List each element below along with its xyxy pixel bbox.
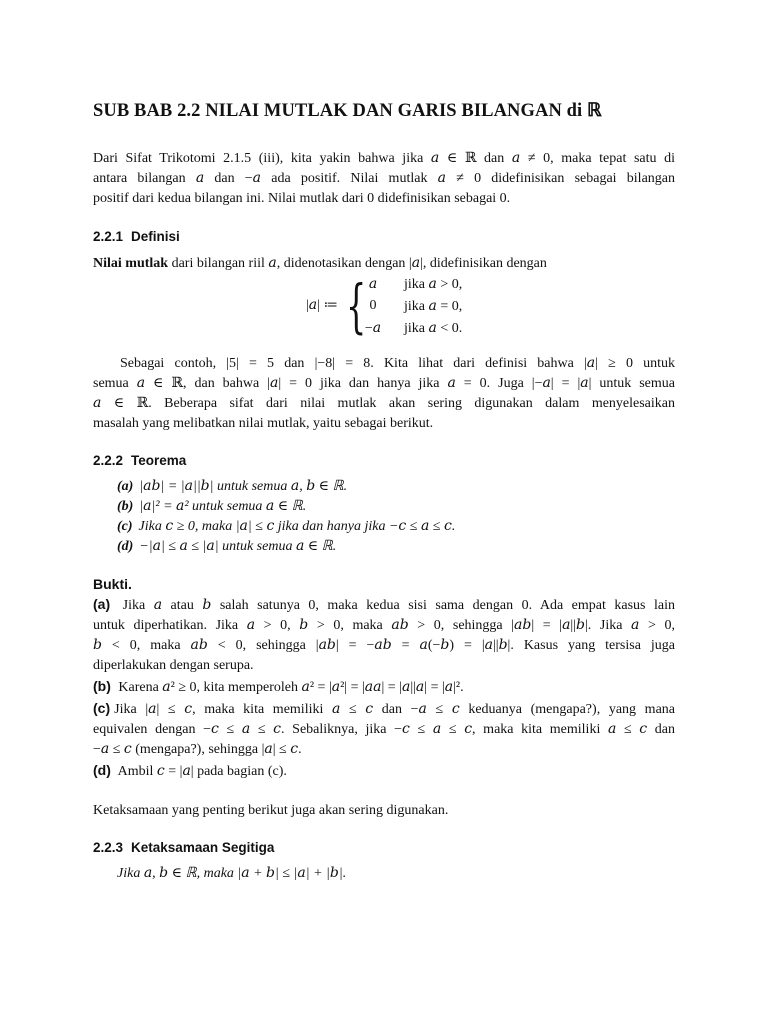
proof-label: (a): [93, 596, 111, 612]
proof-line: 𝑏 < 0, maka 𝑎𝑏 < 0, sehingga |𝑎𝑏| = −𝑎𝑏 = 𝑎(−𝑏) = |𝑎||𝑏|. Kasus yang tersisa juga: [93, 638, 675, 653]
triangle-inequality-statement: Jika 𝑎, 𝑏 ∈ ℝ, maka |𝑎 + 𝑏| ≤ |𝑎| + |𝑏|.: [117, 866, 347, 881]
proof-line: [93, 594, 675, 616]
proof-line: untuk diperhatikan. Jika 𝑎 > 0, 𝑏 > 0, maka 𝑎𝑏 > 0, sehingga |𝑎𝑏| = |𝑎||𝑏|. Jika 𝑎 > 0,: [93, 618, 675, 633]
case-condition: jika 𝑎 = 0,: [404, 299, 463, 314]
proof-line: equivalen dengan −𝑐 ≤ 𝑎 ≤ 𝑐. Sebaliknya, jika −𝑐 ≤ 𝑎 ≤ 𝑐, maka kita memiliki 𝑎 ≤ 𝑐 dan: [93, 722, 675, 737]
example-line: semua 𝑎 ∈ ℝ, dan bahwa |𝑎| = 0 jika dan hanya jika 𝑎 = 0. Juga |−𝑎| = |𝑎| untuk semua: [93, 376, 675, 391]
example-line: masalah yang melibatkan nilai mutlak, yaitu sebagai berikut.: [93, 416, 434, 431]
section-title: Ketaksamaan Segitiga: [131, 840, 275, 855]
section-heading-ketaksamaan-segitiga: [93, 840, 675, 855]
proof-text: Ambil 𝑐 = |𝑎| pada bagian (c).: [117, 764, 287, 779]
case-value: 𝑎: [368, 277, 378, 292]
proof-label: (c): [93, 700, 111, 716]
section-number: 2.2.1: [93, 229, 124, 244]
theorem-label: (c): [117, 519, 133, 534]
document-page: [93, 100, 675, 884]
intro-line: positif dari kedua bilangan ini. Nilai mutlak dari 0 didefinisikan sebagai 0.: [93, 191, 511, 206]
intro-paragraph: [93, 149, 675, 209]
example-paragraph: [93, 354, 675, 434]
proof-text: Jika 𝑎 atau 𝑏 salah satunya 0, maka kedua sisi sama dengan 0. Ada empat kasus lain: [122, 598, 676, 613]
theorem-label: (d): [117, 539, 134, 554]
definition-rest: dari bilangan riil 𝑎, didenotasikan dengan |𝑎|, didefinisikan dengan: [168, 256, 547, 271]
theorem-text: |𝑎|² = 𝑎² untuk semua 𝑎 ∈ ℝ.: [139, 499, 307, 514]
intro-line: Dari Sifat Trikotomi 2.1.5 (iii), kita yakin bahwa jika 𝑎 ∈ ℝ dan 𝑎 ≠ 0, maka tepat satu di: [93, 151, 675, 166]
theorem-text: Jika 𝑐 ≥ 0, maka |𝑎| ≤ 𝑐 jika dan hanya jika −𝑐 ≤ 𝑎 ≤ 𝑐.: [138, 519, 456, 534]
section-number: 2.2.3: [93, 840, 124, 855]
proof-text: Karena 𝑎² ≥ 0, kita memperoleh 𝑎² = |𝑎²| = |𝑎𝑎| = |𝑎||𝑎| = |𝑎|².: [118, 680, 464, 695]
proof-label: (d): [93, 762, 111, 778]
section-title: Definisi: [131, 229, 180, 244]
page-title: SUB BAB 2.2 NILAI MUTLAK DAN GARIS BILANGAN di ℝ: [93, 101, 602, 121]
proof-line: −𝑎 ≤ 𝑐 (mengapa?), sehingga |𝑎| ≤ 𝑐.: [93, 742, 302, 757]
theorem-text: |𝑎𝑏| = |𝑎||𝑏| untuk semua 𝑎, 𝑏 ∈ ℝ.: [139, 479, 348, 494]
theorem-label: (b): [117, 499, 134, 514]
definition-term: Nilai mutlak: [93, 256, 169, 271]
theorem-text: −|𝑎| ≤ 𝑎 ≤ |𝑎| untuk semua 𝑎 ∈ ℝ.: [139, 539, 337, 554]
section-number: 2.2.2: [93, 453, 124, 468]
closing-paragraph: Ketaksamaan yang penting berikut juga akan sering digunakan.: [93, 803, 449, 818]
theorem-list: [117, 477, 675, 557]
example-line: Sebagai contoh, |5| = 5 dan |−8| = 8. Kita lihat dari definisi bahwa |𝑎| ≥ 0 untuk: [120, 356, 675, 371]
theorem-item: [117, 477, 675, 497]
proof-line: [93, 698, 675, 720]
proof-block: [93, 574, 675, 782]
proof-line: [93, 760, 675, 782]
section-heading-teorema: [93, 453, 675, 468]
case-value: 0: [369, 298, 377, 313]
proof-text: Jika |𝑎| ≤ 𝑐, maka kita memiliki 𝑎 ≤ 𝑐 dan −𝑎 ≤ 𝑐 keduanya (mengapa?), yang mana: [114, 702, 675, 717]
theorem-item: [117, 497, 675, 517]
example-line: 𝑎 ∈ ℝ. Beberapa sifat dari nilai mutlak akan sering digunakan dalam menyelesaikan: [93, 396, 675, 411]
intro-line: antara bilangan 𝑎 dan −𝑎 ada positif. Nilai mutlak 𝑎 ≠ 0 didefinisikan sebagai bilangan: [93, 171, 675, 186]
definition-statement: [93, 254, 675, 274]
proof-line: [93, 676, 675, 698]
proof-line: diperlakukan dengan serupa.: [93, 658, 254, 673]
case-condition: jika 𝑎 < 0.: [404, 321, 463, 336]
section-heading-definisi: [93, 229, 675, 244]
proof-heading: Bukti.: [93, 576, 132, 592]
case-value: −𝑎: [364, 321, 382, 336]
definition-formula: [93, 272, 675, 340]
formula-lhs: |𝑎| ≔: [306, 298, 338, 313]
left-brace: {: [346, 272, 367, 340]
case-condition: jika 𝑎 > 0,: [404, 277, 463, 292]
proof-label: (b): [93, 678, 111, 694]
theorem-label: (a): [117, 479, 134, 494]
theorem-item: [117, 517, 675, 537]
theorem-item: [117, 537, 675, 557]
section-title: Teorema: [131, 453, 187, 468]
